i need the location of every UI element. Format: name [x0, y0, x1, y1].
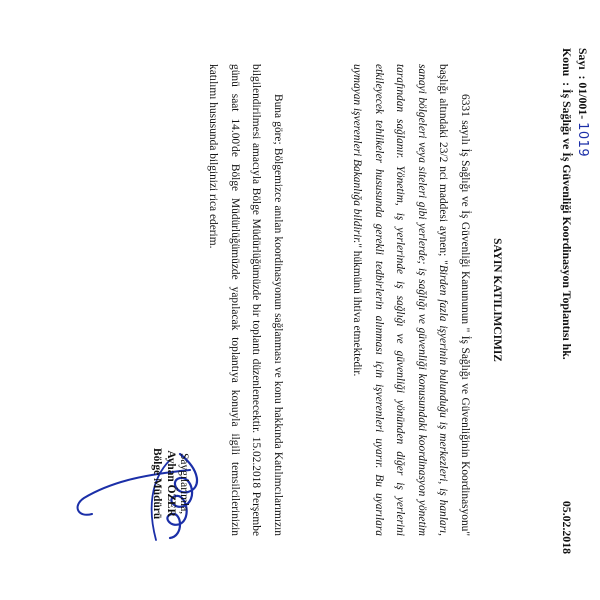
konu-text: İş Sağlığı ve İş Güvenliği Koordinasyon Toplantısı hk. — [560, 88, 574, 360]
paragraph-1-outro: " hükmünü ihtiva etmektedir. — [351, 243, 364, 377]
paragraph-2-text: Buna göre; Bölgemizce anılan koordinasyonun sağlanması ve konu hakkında Katılımcılarımızın bilgilendirilmesi amacıyla Bölge Müdürlüğümüzde bir toplantı düzenlenecektir. 15.02.2018 Perşembe günü saat 14.00'de Bölge Müdürlüğümüzde yapılacak toplantıya konuyla ilgili temsilcilerinizin katılımı hususunda bilginizi rica ederim. — [207, 64, 284, 536]
closing: Saygılarımla, — [178, 453, 190, 515]
reference-number: Sayı : 01/001- 1019 — [575, 48, 590, 158]
paragraph-1-quote: Birden fazla işyerinin bulunduğu iş merkezleri, iş hanları, sanayi bölgeleri veya siteleri gibi yerlerde; iş sağlığı ve güvenliği konusundaki koordinasyon yönetim tarafından sağlanır. Yönetim, iş yerlerinde iş sağlığı ve güvenliği yönünden diğer iş yerlerini etkileyecek tehlikeler hususunda gerekli tedbirlerin alınması için işverenleri uyarır. Bu uyarılara uymayan işverenleri Bakanlığa bildirir. — [351, 64, 450, 537]
paragraph-1-intro: 6331 sayılı İş Sağlığı ve İş Güvenliği Kanununun " İş Sağlığı ve Güvenliğinin Koordinasyonu" başlığı altındaki 23/2 nci maddesi aynen; " — [437, 64, 471, 536]
signature-block — [150, 448, 190, 519]
signer-title: Bölge Müdürü — [151, 448, 164, 520]
salutation: SAYIN KATILIMCIMIZ — [491, 238, 503, 362]
paragraph-1 — [346, 64, 475, 536]
sayi-number: 01/001- — [576, 82, 590, 120]
letter-date: 05.02.2018 — [560, 500, 574, 554]
sayi-handwritten-number: 1019 — [575, 122, 590, 158]
subject-line: Konu : İş Sağlığı ve İş Güvenliği Koordinasyon Toplantısı hk. — [560, 48, 574, 360]
paragraph-2 — [202, 64, 288, 536]
signer-name: Ayhan ÖZER — [164, 450, 177, 517]
konu-label: Konu — [560, 48, 574, 77]
sayi-label: Sayı — [576, 48, 590, 70]
